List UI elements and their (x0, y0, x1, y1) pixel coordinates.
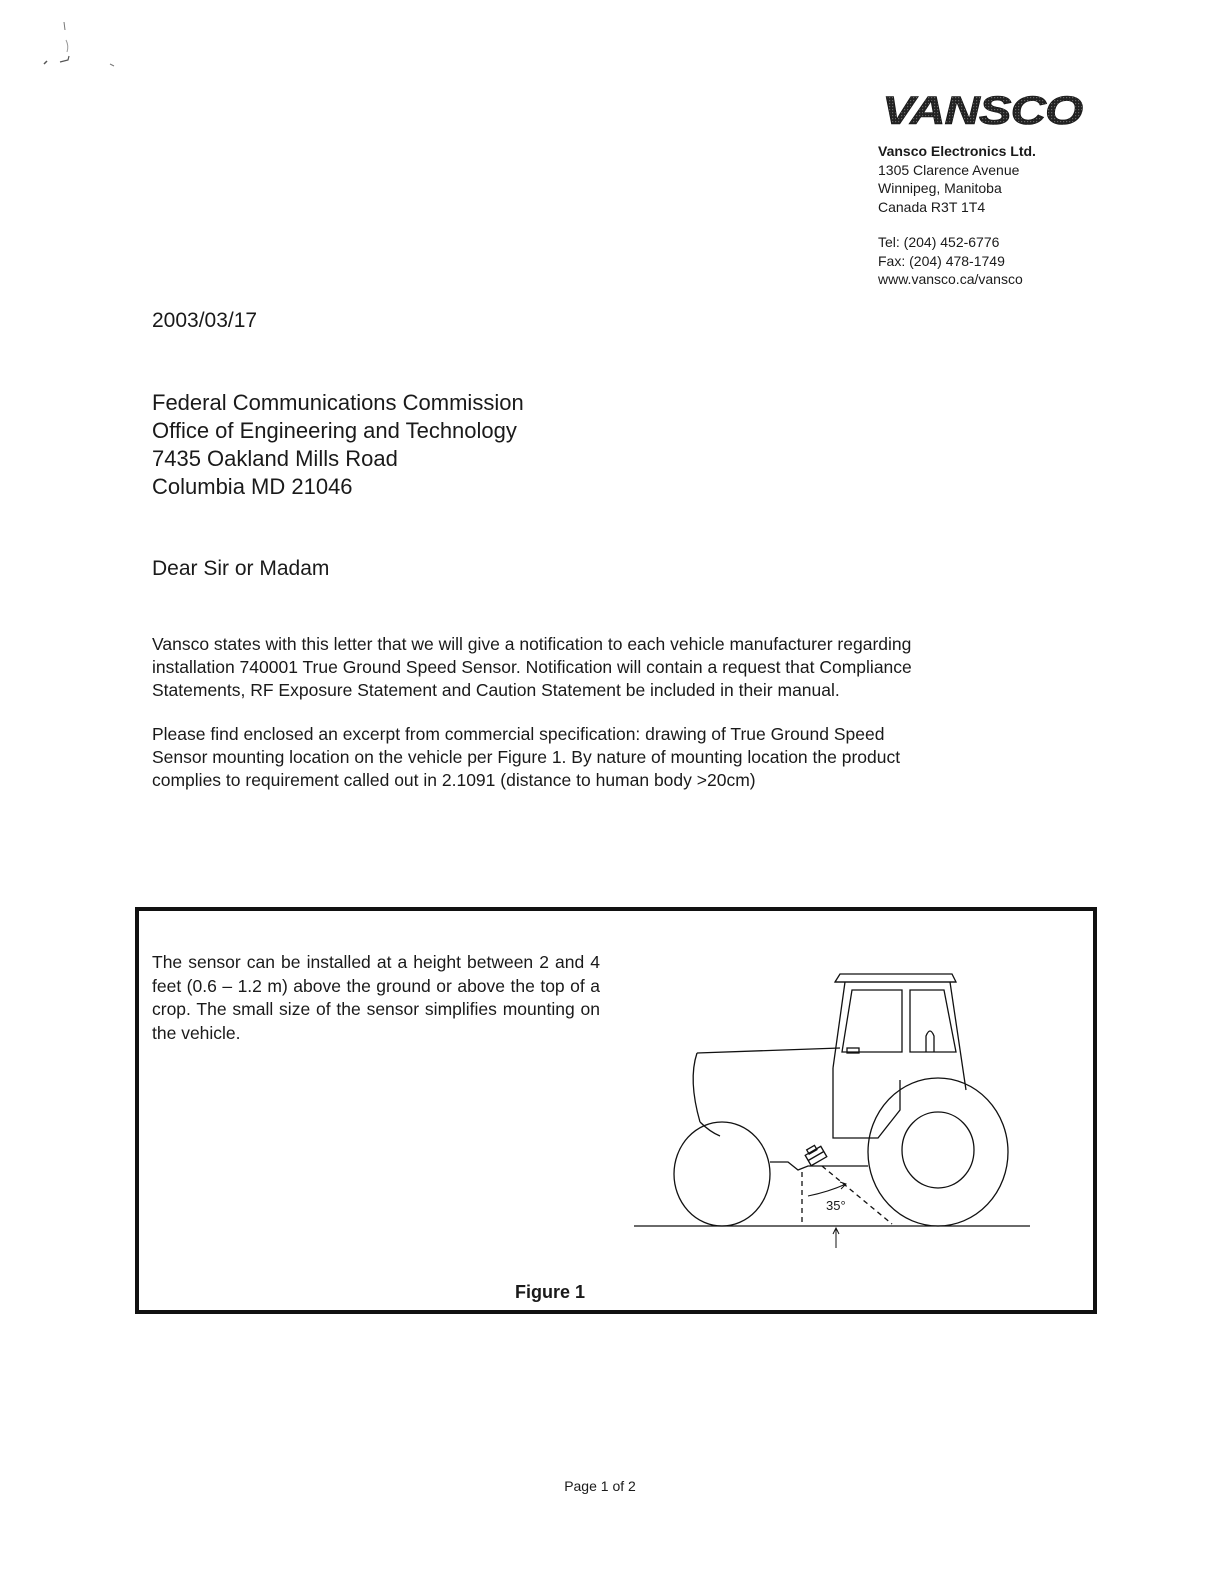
figure-caption: Figure 1 (514, 1282, 585, 1302)
company-name: Vansco Electronics Ltd. (878, 143, 1036, 159)
recipient-address (152, 389, 524, 501)
paragraph-line: Vansco states with this letter that we will give a notification to each vehicle manufacturer regarding (152, 634, 912, 654)
recipient-line: Columbia MD 21046 (152, 474, 353, 499)
paragraph-enclosure (152, 723, 1032, 792)
address-line: 1305 Clarence Avenue (878, 161, 1020, 178)
recipient-line: 7435 Oakland Mills Road (152, 446, 398, 471)
fax: Fax: (204) 478-1749 (878, 252, 1005, 269)
page-number: Page 1 of 2 (564, 1478, 636, 1494)
company-contact (878, 233, 1023, 289)
letter-date: 2003/03/17 (152, 309, 258, 332)
address-line: Winnipeg, Manitoba (878, 180, 1002, 196)
company-address (878, 142, 1036, 216)
angle-label: 35° (826, 1198, 846, 1213)
svg-text:VANSCO: VANSCO (882, 89, 1084, 132)
sensor-device (803, 1143, 827, 1166)
recipient-line: Office of Engineering and Technology (152, 418, 517, 443)
salutation: Dear Sir or Madam (152, 557, 330, 580)
website: www.vansco.ca/vansco (878, 271, 1023, 287)
paragraph-line: Please find enclosed an excerpt from commercial specification: drawing of True Ground Speed (152, 724, 885, 744)
vansco-logo (880, 88, 1085, 132)
paragraph-line: installation 740001 True Ground Speed Sensor. Notification will contain a request that Compliance (152, 657, 912, 677)
telephone: Tel: (204) 452-6776 (878, 234, 1000, 250)
address-line: Canada R3T 1T4 (878, 198, 986, 215)
paragraph-notification (152, 633, 1032, 702)
figure-description: The sensor can be installed at a height between 2 and 4 feet (0.6 – 1.2 m) above the ground or above the top of a crop. The small size of the sensor simplifies mounting on the vehicle. (152, 952, 600, 1043)
recipient-line: Federal Communications Commission (152, 390, 524, 415)
paragraph-line: Statements, RF Exposure Statement and Caution Statement be included in their manual. (152, 680, 840, 700)
paragraph-line: Sensor mounting location on the vehicle per Figure 1. By nature of mounting location the product (152, 747, 901, 767)
scan-marks (38, 18, 128, 78)
paragraph-line: complies to requirement called out in 2.1091 (distance to human body >20cm) (152, 770, 756, 790)
tractor-diagram (630, 960, 1040, 1260)
